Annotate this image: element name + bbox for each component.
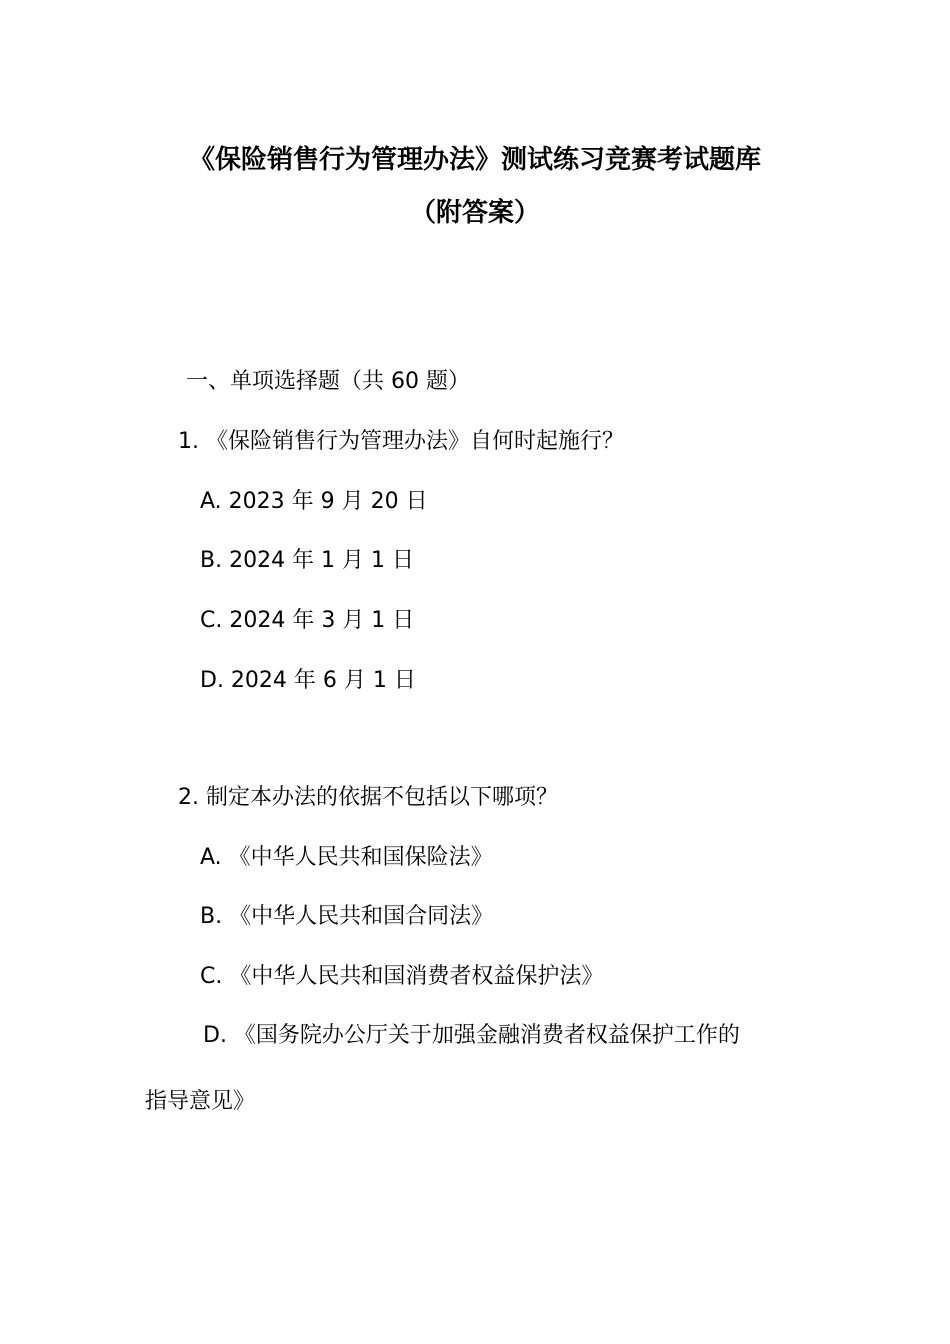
question-option-b: B. 2024 年 1 月 1 日 (200, 548, 415, 573)
question-option-d: D. 《国务院办公厅关于加强金融消费者权益保护工作的 (203, 1023, 740, 1048)
document-title-line-1: 《保险销售行为管理办法》测试练习竞赛考试题库 (188, 145, 761, 175)
question-option-c: C. 2024 年 3 月 1 日 (200, 608, 415, 633)
question-option-b: B. 《中华人民共和国合同法》 (200, 904, 494, 929)
document-title-line-2: （附答案） (409, 198, 540, 228)
question-stem: 1. 《保险销售行为管理办法》自何时起施行？ (178, 429, 624, 454)
question-option-c: C. 《中华人民共和国消费者权益保护法》 (200, 964, 604, 989)
section-heading: 一、单项选择题（共 60 题） (186, 369, 470, 394)
question-option-d-continuation: 指导意见》 (145, 1089, 256, 1114)
question-option-a: A. 2023 年 9 月 20 日 (200, 489, 428, 514)
question-option-a: A. 《中华人民共和国保险法》 (200, 845, 493, 870)
question-option-d: D. 2024 年 6 月 1 日 (200, 668, 416, 693)
question-stem: 2. 制定本办法的依据不包括以下哪项？ (178, 785, 558, 810)
